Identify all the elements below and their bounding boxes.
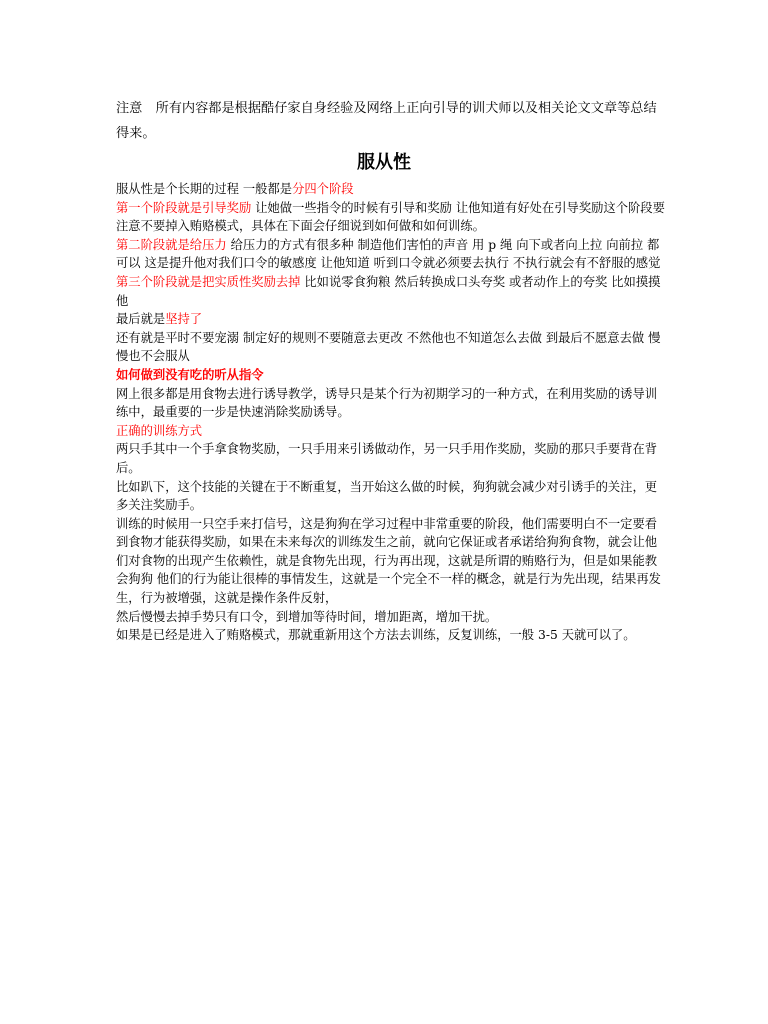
method-paragraph-3: 训练的时候用一只空手来打信号，这是狗狗在学习过程中非常重要的阶段，他们需要明白不一定要看到食物才能获得奖励，如果在未来每次的训练发生之前，就向它保证或者承诺给狗狗食物，就会让他们对食物的出现产生依赖性，就是食物先出现，行为再出现，这就是所谓的贿赂行为，但是如果能教会狗狗 他们的行为能让很棒的事情发生，这就是一个完全不一样的概念，就是行为先出现，结果再发生，行为被增强，这就是操作条件反射， xyxy=(116,516,661,606)
stage-3-paragraph xyxy=(116,273,666,310)
last-stage-paragraph xyxy=(116,310,666,329)
note-text: 所有内容都是根据酷仔家自身经验及网络上正向引导的训犬师以及相关论文文章等总结得来。 xyxy=(116,101,657,141)
intro-text: 服从性是个长期的过程 一般都是 xyxy=(116,182,293,196)
note-paragraph xyxy=(116,96,668,146)
intro-paragraph xyxy=(116,180,666,199)
note-label: 注意 xyxy=(116,101,143,116)
section-2-intro: 网上很多都是用食物去进行诱导教学，诱导只是某个行为初期学习的一种方式，在利用奖励的诱导训练中，最重要的一步是快速消除奖励诱导。 xyxy=(116,386,658,420)
method-paragraph-4: 然后慢慢去掉手势只有口令，到增加等待时间，增加距离，增加干扰。 xyxy=(116,609,498,624)
page-title: 服从性 xyxy=(357,152,411,173)
method-paragraph-5: 如果是已经是进入了贿赂模式，那就重新用这个方法去训练，反复训练，一般 3-5 天就可以了。 xyxy=(116,628,636,643)
stage-2-heading: 第二阶段就是给压力 xyxy=(116,237,227,252)
document-body xyxy=(116,180,666,645)
stage-1-text: 让她做一些指令的时候有引导和奖励 让他知道有好处在引导奖励这个阶段要注意不要掉入贿赂模式，具体在下面会仔细说到如何做和如何训练。 xyxy=(116,200,665,234)
stage-2-text: 给压力的方式有很多种 制造他们害怕的声音 用 p 绳 向下或者向上拉 向前拉 都可以 这是提升他对我们口令的敏感度 让他知道 听到口令就必须要去执行 不执行就会有不舒服的感觉 xyxy=(116,237,661,271)
stage-2-paragraph xyxy=(116,236,666,273)
method-paragraph-1: 两只手其中一个手拿食物奖励，一只手用来引诱做动作，另一只手用作奖励，奖励的那只手要背在背后。 xyxy=(116,442,658,475)
method-heading: 正确的训练方式 xyxy=(116,423,203,438)
method-paragraph-2: 比如趴下，这个技能的关键在于不断重复，当开始这么做的时候，狗狗就会减少对引诱手的关注，更多关注奖励手。 xyxy=(116,479,658,513)
last-stage-prefix: 最后就是 xyxy=(116,312,166,327)
stage-1-heading: 第一个阶段就是引导奖励 xyxy=(116,200,252,215)
last-stage-highlight: 坚持了 xyxy=(165,312,203,327)
stage-3-heading: 第三个阶段就是把实质性奖励去掉 xyxy=(116,274,301,289)
intro-highlight: 分四个阶段 xyxy=(292,182,354,196)
rules-paragraph: 还有就是平时不要宠溺 制定好的规则不要随意去更改 不然他也不知道怎么去做 到最后不愿意去做 慢慢也不会服从 xyxy=(116,330,661,364)
stage-3-text: 比如说零食狗粮 然后转换成口头夸奖 或者动作上的夸奖 比如摸摸他 xyxy=(116,274,661,308)
stage-1-paragraph xyxy=(116,199,666,236)
section-2-heading: 如何做到没有吃的听从指令 xyxy=(116,366,264,382)
